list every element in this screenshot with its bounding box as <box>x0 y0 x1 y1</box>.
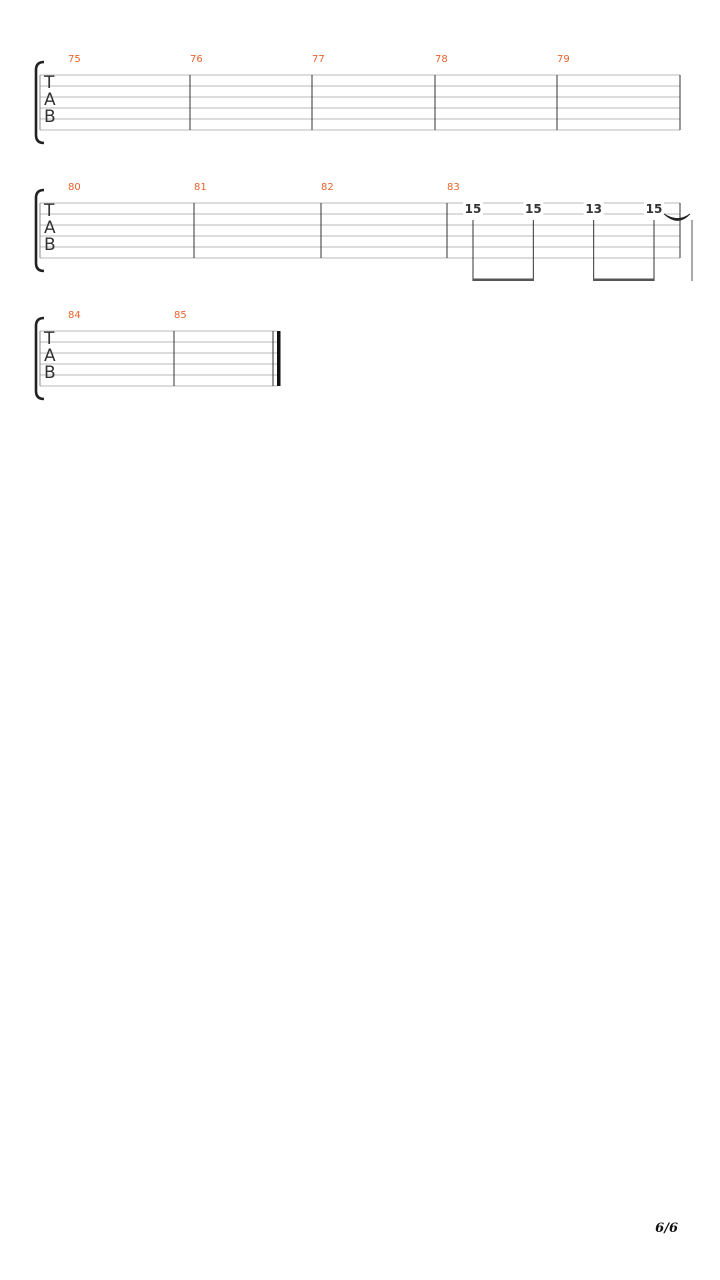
tie-arc <box>664 214 690 221</box>
measure-number: 78 <box>435 54 448 65</box>
tab-clef-letter: T <box>44 73 55 93</box>
measure-number: 79 <box>557 54 570 65</box>
tab-clef-letter: A <box>44 346 56 366</box>
fret-number: 15 <box>645 202 663 216</box>
tab-clef-letter: A <box>44 90 56 110</box>
fret-number: 15 <box>524 202 542 216</box>
tab-clef-letter: T <box>44 329 55 349</box>
tab-clef-letter: B <box>44 107 56 127</box>
final-barline <box>277 331 281 386</box>
page-number: 6/6 <box>655 1221 678 1236</box>
tab-system <box>36 310 281 399</box>
tab-system <box>36 54 680 143</box>
tab-systems <box>36 54 692 399</box>
measure-number: 85 <box>174 310 187 321</box>
note-beam <box>473 279 533 282</box>
fret-number: 15 <box>464 202 482 216</box>
measure-number: 82 <box>321 182 334 193</box>
measure-number: 84 <box>68 310 81 321</box>
note-beam <box>594 279 654 282</box>
tab-clef-letter: T <box>44 201 55 221</box>
tab-clef-letter: A <box>44 218 56 238</box>
fret-number: 13 <box>585 202 603 216</box>
measure-number: 81 <box>194 182 207 193</box>
measure-number: 77 <box>312 54 325 65</box>
measure-number: 75 <box>68 54 81 65</box>
tab-clef-letter: B <box>44 363 56 383</box>
measure-number: 80 <box>68 182 81 193</box>
tab-system <box>36 182 692 281</box>
measure-number: 83 <box>447 182 460 193</box>
tab-clef-letter: B <box>44 235 56 255</box>
measure-number: 76 <box>190 54 203 65</box>
